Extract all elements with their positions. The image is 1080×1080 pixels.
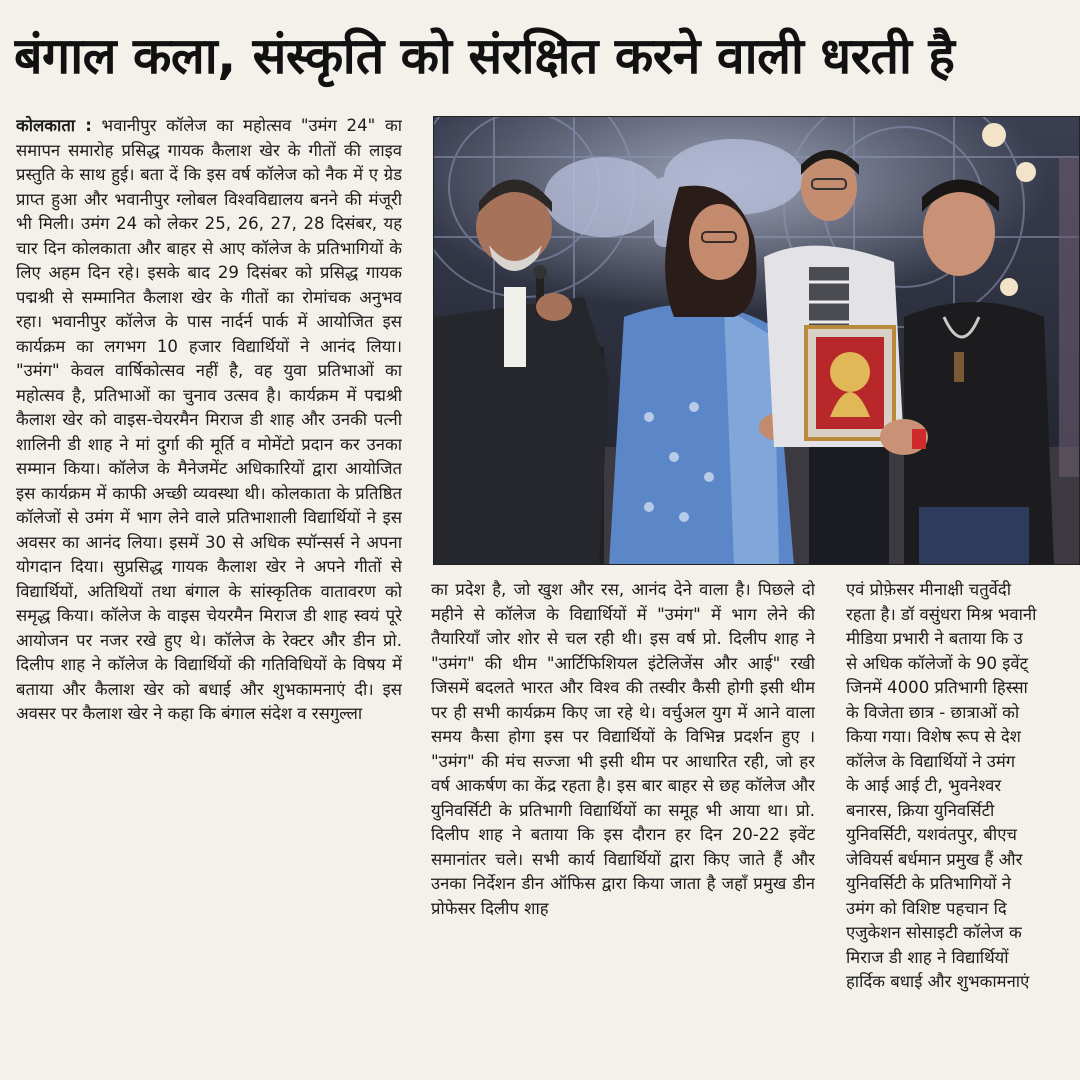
- column-3-line: से अधिक कॉलेजों के 90 इवेंट्: [846, 653, 1029, 673]
- column-3-line: के विजेता छात्र - छात्राओं को: [846, 702, 1020, 722]
- column-2-text: का प्रदेश है, जो खुश और रस, आनंद देने वाला है। पिछले दो महीने से कॉलेज के विद्यार्थियों में "उमंग" में भाग लेने की तैयारियाँ जोर शोर से चल रही थी। इस वर्ष प्रो. दिलीप शाह ने "उमंग" की थीम "आर्टिफिशियल इंटेलिजेंस और आई" रखी जिसमें बदलते भारत और विश्व की तस्वीर कैसी होगी इसी थीम पर ही सभी कार्यक्रम किए जा रहे थे। वर्चुअल युग में आने वाला समय कैसा होगा इस पर विद्यार्थियों के विभिन्न प्रदर्शन हुए । "उमंग" की मंच सज्जा भी इसी थीम पर आधारित रही, जो हर वर्ष आकर्षण का केंद्र रहता है। इस बार बाहर से छह कॉलेज और युनिवर्सिटी के प्रतिभागी विद्यार्थियों का समूह भी आया था। प्रो. दिलीप शाह ने बताया कि इस दौरान हर दिन 20-22 इवेंट समानांतर चले। सभी कार्य विद्यार्थियों द्वारा किए जाते हैं और उनका निर्देशन डीन ऑफिस द्वारा किया जाता है जहाँ प्रमुख डीन प्रोफेसर दिलीप शाह: [431, 580, 815, 918]
- column-3-line: रहता है। डॉ वसुंधरा मिश्र भवानी: [846, 604, 1037, 624]
- event-photo: [433, 116, 1080, 565]
- article-column-1: [16, 114, 402, 1078]
- column-3-line: युनिवर्सिटी के प्रतिभागियों ने: [846, 874, 1012, 893]
- column-3-line: उमंग को विशिष्ट पहचान दि: [846, 898, 1007, 918]
- column-3-line: मिराज डी शाह ने विद्यार्थियों: [846, 947, 1009, 967]
- column-3-line: मीडिया प्रभारी ने बताया कि उ: [846, 629, 1023, 648]
- article-dateline: कोलकाता :: [16, 116, 92, 135]
- column-3-line: किया गया। विशेष रूप से देश: [846, 727, 1021, 746]
- article-column-3: [846, 578, 1080, 1078]
- column-3-line: एजुकेशन सोसाइटी कॉलेज क: [846, 923, 1022, 942]
- column-3-line: जिनमें 4000 प्रतिभागी हिस्सा: [846, 678, 1028, 697]
- column-3-line: युनिवर्सिटी, यशवंतपुर, बीएच: [846, 825, 1017, 844]
- column-3-line: जेवियर्स बर्धमान प्रमुख हैं और: [846, 849, 1023, 869]
- column-3-line: के आई आई टी, भुवनेश्वर: [846, 776, 1002, 795]
- column-1-paragraph: [16, 114, 402, 727]
- article-column-2: [431, 578, 815, 1078]
- event-photo-icon: [434, 117, 1080, 565]
- column-3-line: बनारस, क्रिया युनिवर्सिटी: [846, 800, 995, 820]
- article-headline: बंगाल कला, संस्कृति को संरक्षित करने वाली धरती है: [14, 27, 955, 85]
- column-1-text: भवानीपुर कॉलेज का महोत्सव "उमंग 24" का समापन समारोह प्रसिद्ध गायक कैलाश खेर के गीतों की लाइव प्रस्तुति के साथ हुई। बता दें कि इस वर्ष कॉलेज को नैक में ए ग्रेड प्राप्त हुआ और भवानीपुर ग्लोबल विश्वविद्यालय बनने की मंजूरी भी मिली। उमंग 24 को लेकर 25, 26, 27, 28 दिसंबर, यह चार दिन कोलकाता और बाहर से आए कॉलेज के प्रतिभागियों के लिए अहम दिन रहे। इसके बाद 29 दिसंबर को प्रसिद्ध गायक पद्मश्री से सम्मानित कैलाश खेर के गीतों का रोमांचक अनुभव रहा। भवानीपुर कॉलेज के पास नार्दर्न पार्क में आयोजित इस कार्यक्रम का लगभग 10 हजार विद्यार्थियों ने आनंद लिया। "उमंग" केवल वार्षिकोत्सव नहीं है, वह युवा प्रतिभाओं का महोत्सव है, प्रतिभाओं का चुनाव उत्सव है। कार्यक्रम में पद्मश्री कैलाश खेर को वाइस-चेयरमैन मिराज डी शाह और उनकी पत्नी शालिनी डी शाह ने मां दुर्गा की मूर्ति व मोमेंटो प्रदान कर उनका सम्मान किया। कॉलेज के मैनेजमेंट अधिकारियों द्वारा आयोजित इस कार्यक्रम में काफी अच्छी व्यवस्था थी। कोलकाता के प्रतिष्ठित कॉलेजों से उमंग में भाग लेने वाले प्रतिभाशाली विद्यार्थियों ने इस अवसर का आनंद लिया। इसमें 30 से अधिक स्पॉन्सर्स ने अपना योगदान दिया। सुप्रसिद्ध गायक कैलाश खेर ने अपने गीतों से विद्यार्थियों, अतिथियों तथा बंगाल के सांस्कृतिक वातावरण को समृद्ध किया। कॉलेज के वाइस चेयरमैन मिराज डी शाह स्वयं पूरे आयोजन पर नजर रखे हुए थे। कॉलेज के रेक्टर और डीन प्रो. दिलीप शाह ने कॉलेज के विद्यार्थियों की गतिविधियों के विषय में बताया और कैलाश खेर को बधाई और शुभकामनाएं दी। इस अवसर पर कैलाश खेर ने कहा कि बंगाल संदेश व रसगुल्ला: [16, 116, 402, 723]
- column-3-line: कॉलेज के विद्यार्थियों ने उमंग: [846, 751, 1016, 771]
- column-3-line: एवं प्रोफ़ेसर मीनाक्षी चतुर्वेदी: [846, 580, 1012, 599]
- column-3-line: हार्दिक बधाई और शुभकामनाएं: [846, 972, 1030, 991]
